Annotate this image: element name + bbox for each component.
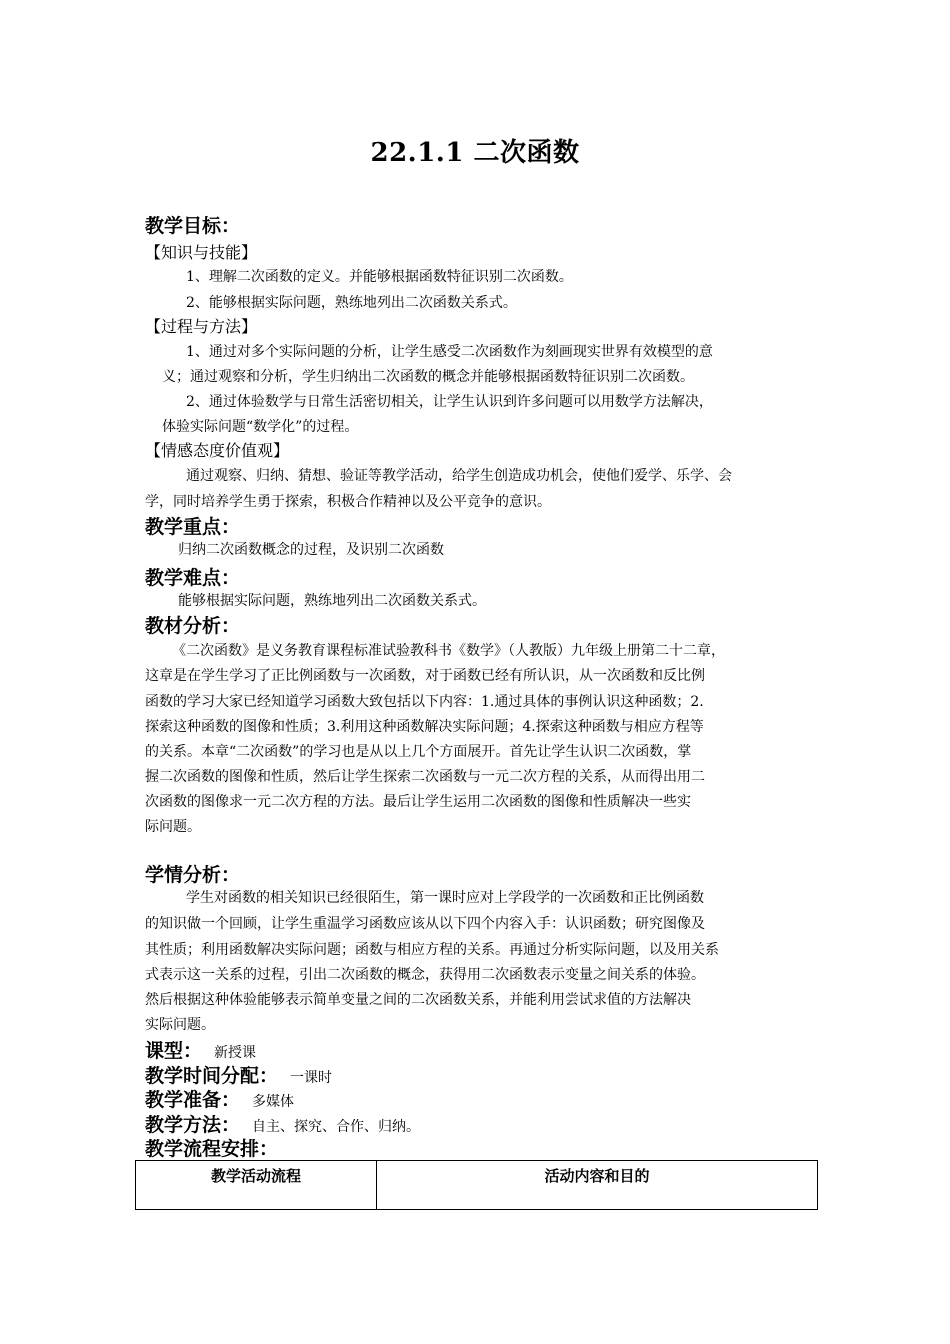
- process-line-1: 1、通过对多个实际问题的分析，让学生感受二次函数作为刻画现实世界有效模型的意: [186, 344, 713, 360]
- flow-table: [135, 1160, 818, 1210]
- process-line-4: 体验实际问题“数学化”的过程。: [162, 419, 359, 435]
- time-alloc-heading: 教学时间分配：: [145, 1065, 279, 1087]
- prep-value: 多媒体: [252, 1094, 295, 1110]
- students-line-3: 其性质；利用函数解决实际问题；函数与相应方程的关系。再通过分析实际问题，以及用关系: [145, 942, 719, 958]
- students-line-4: 式表示这一关系的过程，引出二次函数的概念，获得用二次函数表示变量之间关系的体验。: [145, 967, 705, 983]
- process-line-3: 2、通过体验数学与日常生活密切相关，让学生认识到许多问题可以用数学方法解决，: [186, 394, 713, 410]
- students-line-1: 学生对函数的相关知识已经很陌生，第一课时应对上学段学的一次函数和正比例函数: [186, 890, 704, 906]
- flow-col-activity: 教学活动流程: [136, 1161, 377, 1210]
- textbook-line-5: 的关系。本章“二次函数”的学习也是从以上几个方面展开。首先让学生认识二次函数，掌: [145, 744, 692, 760]
- time-alloc-value: 一课时: [290, 1070, 333, 1086]
- lesson-type-row: [145, 1040, 256, 1064]
- flow-heading: 教学流程安排：: [145, 1138, 279, 1160]
- textbook-line-1: 《二次函数》是义务教育课程标准试验教科书《数学》（人教版）九年级上册第二十二章，: [172, 643, 725, 659]
- students-line-5: 然后根据这种体验能够表示简单变量之间的二次函数关系，并能利用尝试求值的方法解决: [145, 992, 691, 1008]
- prep-row: [145, 1089, 294, 1113]
- textbook-heading: 教材分析：: [145, 615, 241, 637]
- textbook-line-8: 际问题。: [145, 819, 201, 835]
- emotion-attitude-label: 【情感态度价值观】: [145, 441, 290, 460]
- textbook-line-3: 函数的学习大家已经知道学习函数大致包括以下内容：1.通过具体的事例认识这种函数；2.: [145, 694, 704, 710]
- key-point-text: 归纳二次函数概念的过程，及识别二次函数: [178, 542, 444, 558]
- document-title: 22.1.1 二次函数: [370, 138, 580, 168]
- textbook-line-6: 握二次函数的图像和性质，然后让学生探索二次函数与一元二次方程的关系，从而得出用二: [145, 769, 705, 785]
- lesson-type-heading: 课型：: [145, 1040, 203, 1062]
- goals-heading: 教学目标：: [145, 215, 241, 237]
- process-line-2: 义；通过观察和分析，学生归纳出二次函数的概念并能够根据函数特征识别二次函数。: [162, 369, 694, 385]
- method-row: [145, 1114, 420, 1138]
- students-line-6: 实际问题。: [145, 1017, 215, 1033]
- knowledge-skills-label: 【知识与技能】: [145, 243, 258, 262]
- difficulty-text: 能够根据实际问题，熟练地列出二次函数关系式。: [178, 593, 486, 609]
- method-value: 自主、探究、合作、归纳。: [252, 1119, 421, 1135]
- emotion-line-2: 学，同时培养学生勇于探索，积极合作精神以及公平竞争的意识。: [145, 494, 551, 510]
- method-heading: 教学方法：: [145, 1114, 241, 1136]
- textbook-line-7: 次函数的图像求一元二次方程的方法。最后让学生运用二次函数的图像和性质解决一些实: [145, 794, 691, 810]
- prep-heading: 教学准备：: [145, 1089, 241, 1111]
- time-alloc-row: [145, 1065, 332, 1089]
- emotion-line-1: 通过观察、归纳、猜想、验证等教学活动，给学生创造成功机会，使他们爱学、乐学、会: [186, 468, 732, 484]
- process-method-label: 【过程与方法】: [145, 317, 258, 336]
- knowledge-line-2: 2、能够根据实际问题，熟练地列出二次函数关系式。: [186, 295, 517, 311]
- flow-col-content: 活动内容和目的: [377, 1161, 818, 1210]
- key-point-heading: 教学重点：: [145, 516, 241, 538]
- lesson-type-value: 新授课: [214, 1045, 257, 1061]
- students-heading: 学情分析：: [145, 864, 241, 886]
- knowledge-line-1: 1、理解二次函数的定义。并能够根据函数特征识别二次函数。: [186, 269, 573, 285]
- students-line-2: 的知识做一个回顾，让学生重温学习函数应该从以下四个内容入手：认识函数；研究图像及: [145, 916, 705, 932]
- difficulty-heading: 教学难点：: [145, 567, 241, 589]
- table-row: [136, 1161, 818, 1210]
- textbook-line-2: 这章是在学生学习了正比例函数与一次函数，对于函数已经有所认识，从一次函数和反比例: [145, 668, 705, 684]
- textbook-line-4: 探索这种函数的图像和性质；3.利用这种函数解决实际问题；4.探索这种函数与相应方程等: [145, 719, 704, 735]
